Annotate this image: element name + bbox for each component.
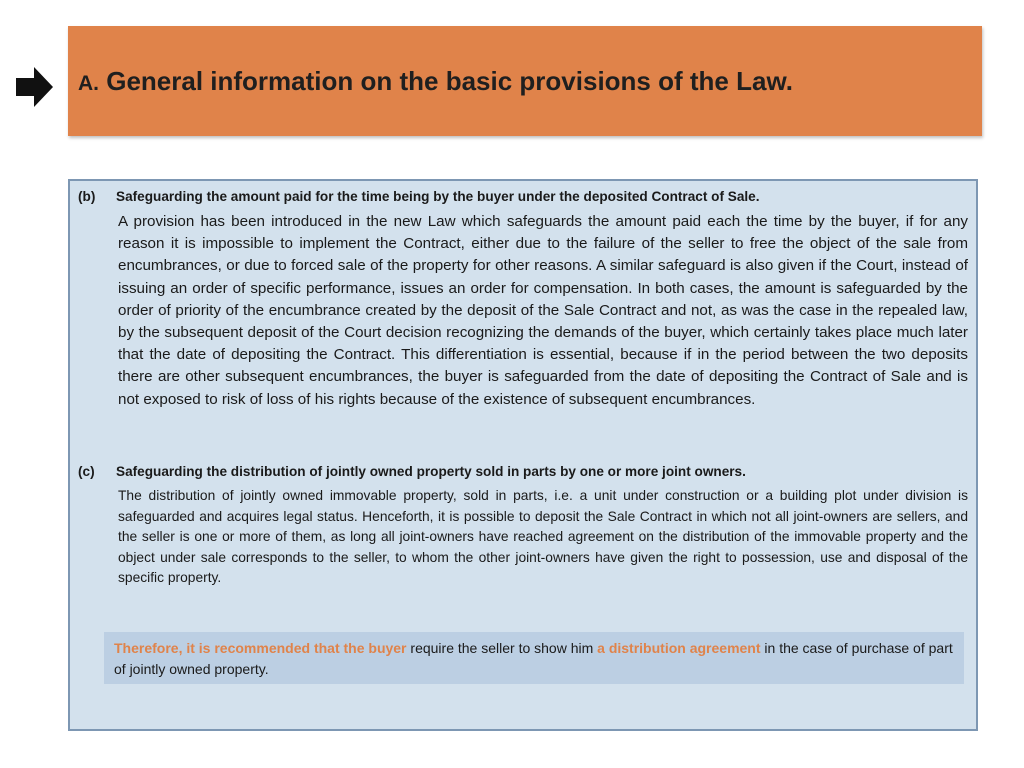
note-text-2: in the case of purchase of part of jointly owned property. [114, 640, 953, 677]
section-b-heading [78, 188, 968, 206]
note-highlight-1: Therefore, it is recommended that the buyer [114, 640, 407, 656]
section-c-heading-text: Safeguarding the distribution of jointly owned property sold in parts by one or more joint owners. [116, 464, 746, 479]
section-b-heading-text: Safeguarding the amount paid for the time being by the buyer under the deposited Contract of Sale. [116, 189, 760, 204]
recommendation-note [104, 632, 964, 684]
section-b-body: A provision has been introduced in the new Law which safeguards the amount paid each the time by the buyer, if for any reason it is impossible to implement the Contract, either due to the failure of the seller to free the object of the sale from encumbrances, or due to forced sale of the property for other reasons. A similar safeguard is also given if the Court, instead of issuing an order of specific performance, issues an order for compensation. In both cases, the amount is safeguarded by the order of priority of the encumbrance created by the deposit of the Sale Contract and not, as was the case in the repealed law, by the subsequent deposit of the Court decision recognizing the demands of the buyer, which certainly takes place much later that the date of depositing the Contract. This differentiation is essential, because if in the period between the two deposits there are other subsequent encumbrances, the buyer is safeguarded from the date of depositing the Contract of Sale and is not exposed to risk of loss of his rights because of the existence of subsequent encumbrances. [118, 213, 968, 408]
section-c-body: The distribution of jointly owned immovable property, sold in parts, i.e. a unit under construction or a building plot under division is safeguarded and acquires legal status. Henceforth, it is possible to deposit the Sale Contract in which not all joint-owners are sellers, and the seller is one or more of them, as long all joint-owners have reached agreement on the distribution of the immovable property and the object under sale corresponds to the seller, to whom the other joint-owners have given the right to possession, use and disposal of the specific property. [118, 488, 968, 586]
section-b-label: (b) [78, 189, 96, 204]
right-arrow-icon [14, 66, 54, 108]
title-prefix: A. [78, 72, 99, 95]
note-text-1: require the seller to show him [406, 640, 598, 656]
content-panel [68, 179, 978, 731]
note-highlight-2: a distribution agreement [597, 640, 761, 656]
section-c-heading [78, 463, 968, 481]
title-text: General information on the basic provisions of the Law. [106, 66, 793, 96]
page-title [78, 66, 793, 97]
section-c-label: (c) [78, 464, 95, 479]
section-b [78, 188, 968, 411]
title-banner [68, 26, 982, 136]
section-c [78, 463, 968, 589]
